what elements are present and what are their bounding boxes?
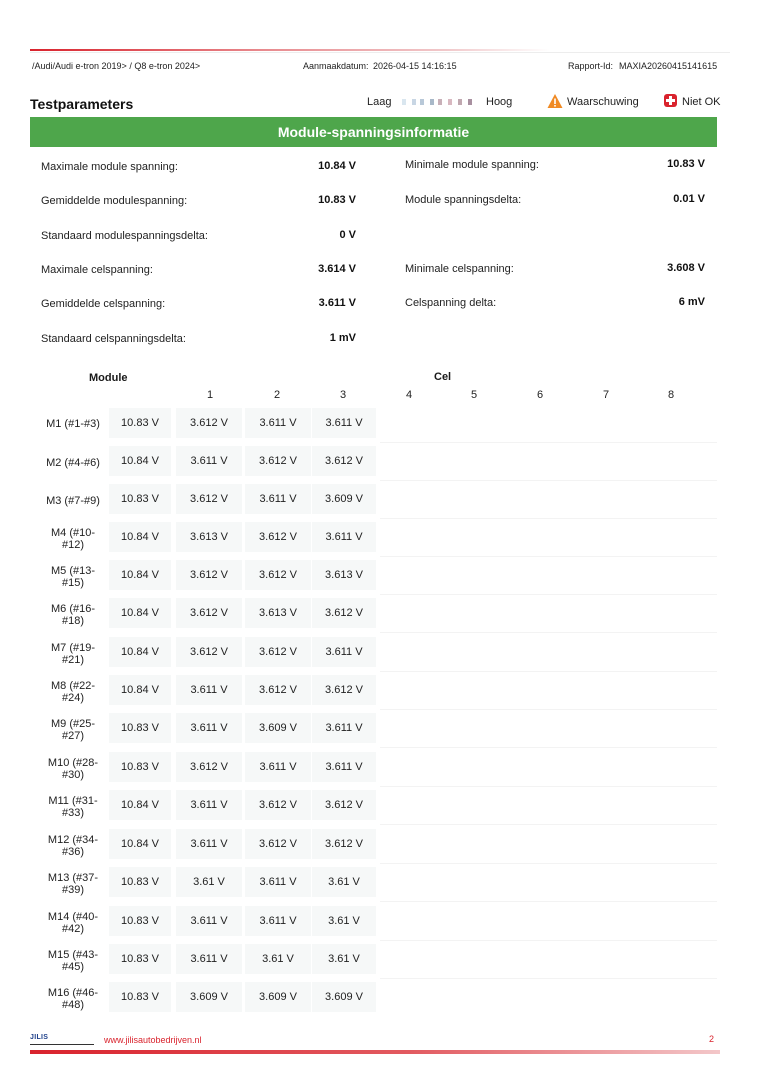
cell-voltage-1: 3.612 V <box>176 637 242 667</box>
module-voltage-cell: 10.83 V <box>109 867 171 897</box>
created-label: Aanmaakdatum: <box>303 61 369 71</box>
cell-voltage-1: 3.611 V <box>176 906 242 936</box>
row-divider <box>380 747 717 748</box>
breadcrumb: /Audi/Audi e-tron 2019> / Q8 e-tron 2024> <box>32 61 201 71</box>
cell-voltage-3: 3.61 V <box>312 944 376 974</box>
header-divider <box>30 52 730 53</box>
max-cell-value: 3.614 V <box>318 263 356 275</box>
delta-cell-value: 6 mV <box>678 296 705 308</box>
avg-module-value: 10.83 V <box>318 194 356 206</box>
cell-voltage-1: 3.611 V <box>176 829 242 859</box>
cell-voltage-1: 3.611 V <box>176 675 242 705</box>
footer-logo: JILIS <box>30 1034 49 1041</box>
max-module-label: Maximale module spanning: <box>41 161 178 173</box>
row-module-name: M16 (#46-#48) <box>47 987 99 1011</box>
footer-logo-underline <box>30 1044 94 1045</box>
cell-voltage-2: 3.611 V <box>245 906 311 936</box>
module-column-header: Module <box>89 372 128 384</box>
row-module-name: M2 (#4-#6) <box>46 457 100 469</box>
cell-voltage-3: 3.613 V <box>312 560 376 590</box>
row-divider <box>380 901 717 902</box>
created-value: 2026-04-15 14:16:15 <box>373 61 457 71</box>
footer-website-link[interactable]: www.jilisautobedrijven.nl <box>104 1035 202 1045</box>
delta-cell-label: Celspanning delta: <box>405 297 497 309</box>
avg-cell-label: Gemiddelde celspanning: <box>41 298 166 310</box>
cell-voltage-2: 3.612 V <box>245 446 311 476</box>
cell-voltage-1: 3.61 V <box>176 867 242 897</box>
cell-voltage-3: 3.611 V <box>312 637 376 667</box>
cell-column-4: 4 <box>406 389 413 401</box>
module-voltage-cell: 10.83 V <box>109 906 171 936</box>
legend-low-label: Laag <box>367 96 392 108</box>
cell-column-5: 5 <box>471 389 478 401</box>
red-cross-icon <box>664 94 677 107</box>
row-module-name: M6 (#16-#18) <box>50 603 96 627</box>
min-cell-label: Minimale celspanning: <box>405 263 514 275</box>
cell-column-6: 6 <box>537 389 544 401</box>
std-module-value: 0 V <box>339 229 356 241</box>
cell-voltage-3: 3.609 V <box>312 484 376 514</box>
row-divider <box>380 786 717 787</box>
row-module-name: M10 (#28-#30) <box>47 757 99 781</box>
legend-warning-label: Waarschuwing <box>567 96 639 108</box>
module-voltage-cell: 10.83 V <box>109 408 171 438</box>
cell-voltage-3: 3.612 V <box>312 675 376 705</box>
page-title: Testparameters <box>30 96 134 112</box>
cell-voltage-1: 3.609 V <box>176 982 242 1012</box>
cell-voltage-2: 3.611 V <box>245 484 311 514</box>
cell-voltage-2: 3.612 V <box>245 675 311 705</box>
cell-voltage-2: 3.612 V <box>245 637 311 667</box>
std-cell-label: Standaard celspanningsdelta: <box>41 333 186 345</box>
module-voltage-cell: 10.83 V <box>109 982 171 1012</box>
avg-module-label: Gemiddelde modulespanning: <box>41 195 188 207</box>
cell-voltage-2: 3.61 V <box>245 944 311 974</box>
cell-voltage-2: 3.613 V <box>245 598 311 628</box>
max-module-value: 10.84 V <box>318 160 356 172</box>
cell-voltage-2: 3.611 V <box>245 867 311 897</box>
row-divider <box>380 978 717 979</box>
delta-module-value: 0.01 V <box>673 193 705 205</box>
cell-column-7: 7 <box>603 389 610 401</box>
cell-voltage-3: 3.612 V <box>312 790 376 820</box>
module-voltage-cell: 10.84 V <box>109 560 171 590</box>
row-divider <box>380 632 717 633</box>
row-divider <box>380 940 717 941</box>
cell-voltage-3: 3.609 V <box>312 982 376 1012</box>
cell-voltage-3: 3.612 V <box>312 446 376 476</box>
legend-high-label: Hoog <box>486 96 513 108</box>
row-module-name: M3 (#7-#9) <box>46 495 100 507</box>
row-module-name: M1 (#1-#3) <box>46 418 100 430</box>
std-cell-value: 1 mV <box>329 332 356 344</box>
row-divider <box>380 863 717 864</box>
cell-voltage-1: 3.611 V <box>176 713 242 743</box>
cell-column-3: 3 <box>340 389 347 401</box>
cell-voltage-1: 3.612 V <box>176 484 242 514</box>
module-voltage-cell: 10.84 V <box>109 637 171 667</box>
cell-column-8: 8 <box>668 389 675 401</box>
footer-line <box>30 1050 720 1054</box>
row-module-name: M9 (#25-#27) <box>50 718 96 742</box>
row-module-name: M11 (#31-#33) <box>48 795 98 819</box>
cell-voltage-1: 3.612 V <box>176 598 242 628</box>
module-voltage-cell: 10.83 V <box>109 944 171 974</box>
cell-voltage-2: 3.612 V <box>245 829 311 859</box>
row-module-name: M14 (#40-#42) <box>47 911 99 935</box>
cell-column-header: Cel <box>434 371 452 383</box>
module-voltage-cell: 10.83 V <box>109 752 171 782</box>
min-module-value: 10.83 V <box>667 158 705 170</box>
cell-column-2: 2 <box>274 389 281 401</box>
row-module-name: M15 (#43-#45) <box>47 949 99 973</box>
row-divider <box>380 671 717 672</box>
row-divider <box>380 480 717 481</box>
row-module-name: M5 (#13-#15) <box>50 565 96 589</box>
report-id-value: MAXIA20260415141615 <box>619 61 718 71</box>
report-id-label: Rapport-Id: <box>568 61 614 71</box>
cell-voltage-1: 3.611 V <box>176 944 242 974</box>
row-divider <box>380 709 717 710</box>
header-top-line <box>30 49 550 51</box>
cell-voltage-3: 3.611 V <box>312 713 376 743</box>
cell-voltage-3: 3.611 V <box>312 408 376 438</box>
cell-voltage-2: 3.611 V <box>245 752 311 782</box>
cell-voltage-3: 3.61 V <box>312 867 376 897</box>
cell-voltage-2: 3.612 V <box>245 560 311 590</box>
row-module-name: M4 (#10-#12) <box>50 527 96 551</box>
cell-voltage-1: 3.611 V <box>176 790 242 820</box>
cell-voltage-1: 3.612 V <box>176 560 242 590</box>
cell-voltage-3: 3.612 V <box>312 598 376 628</box>
min-module-label: Minimale module spanning: <box>405 159 539 171</box>
std-module-label: Standaard modulespanningsdelta: <box>41 230 208 242</box>
row-divider <box>380 442 717 443</box>
max-cell-label: Maximale celspanning: <box>41 264 153 276</box>
cell-voltage-2: 3.609 V <box>245 982 311 1012</box>
delta-module-label: Module spanningsdelta: <box>405 194 522 206</box>
warning-triangle-icon <box>547 93 563 109</box>
module-voltage-cell: 10.84 V <box>109 790 171 820</box>
row-divider <box>380 518 717 519</box>
avg-cell-value: 3.611 V <box>318 297 356 309</box>
legend-not-ok-label: Niet OK <box>682 96 721 108</box>
module-voltage-cell: 10.84 V <box>109 598 171 628</box>
module-voltage-cell: 10.84 V <box>109 829 171 859</box>
module-voltage-cell: 10.84 V <box>109 446 171 476</box>
cell-voltage-3: 3.61 V <box>312 906 376 936</box>
cell-voltage-1: 3.611 V <box>176 446 242 476</box>
module-voltage-cell: 10.84 V <box>109 522 171 552</box>
cell-voltage-1: 3.612 V <box>176 408 242 438</box>
cell-voltage-2: 3.609 V <box>245 713 311 743</box>
cell-voltage-1: 3.612 V <box>176 752 242 782</box>
legend-scale <box>402 99 476 105</box>
row-module-name: M7 (#19-#21) <box>50 642 96 666</box>
row-divider <box>380 556 717 557</box>
row-module-name: M8 (#22-#24) <box>50 680 96 704</box>
cell-voltage-3: 3.611 V <box>312 752 376 782</box>
page-number: 2 <box>709 1034 715 1044</box>
cell-voltage-2: 3.612 V <box>245 522 311 552</box>
cell-voltage-3: 3.611 V <box>312 522 376 552</box>
row-divider <box>380 594 717 595</box>
row-divider <box>380 824 717 825</box>
min-cell-value: 3.608 V <box>667 262 705 274</box>
module-voltage-cell: 10.83 V <box>109 484 171 514</box>
row-module-name: M12 (#34-#36) <box>47 834 99 858</box>
section-banner: Module-spanningsinformatie <box>30 117 717 147</box>
cell-voltage-3: 3.612 V <box>312 829 376 859</box>
cell-voltage-2: 3.612 V <box>245 790 311 820</box>
cell-voltage-2: 3.611 V <box>245 408 311 438</box>
module-voltage-cell: 10.83 V <box>109 713 171 743</box>
row-module-name: M13 (#37-#39) <box>47 872 99 896</box>
cell-voltage-1: 3.613 V <box>176 522 242 552</box>
module-voltage-cell: 10.84 V <box>109 675 171 705</box>
cell-column-1: 1 <box>207 389 214 401</box>
